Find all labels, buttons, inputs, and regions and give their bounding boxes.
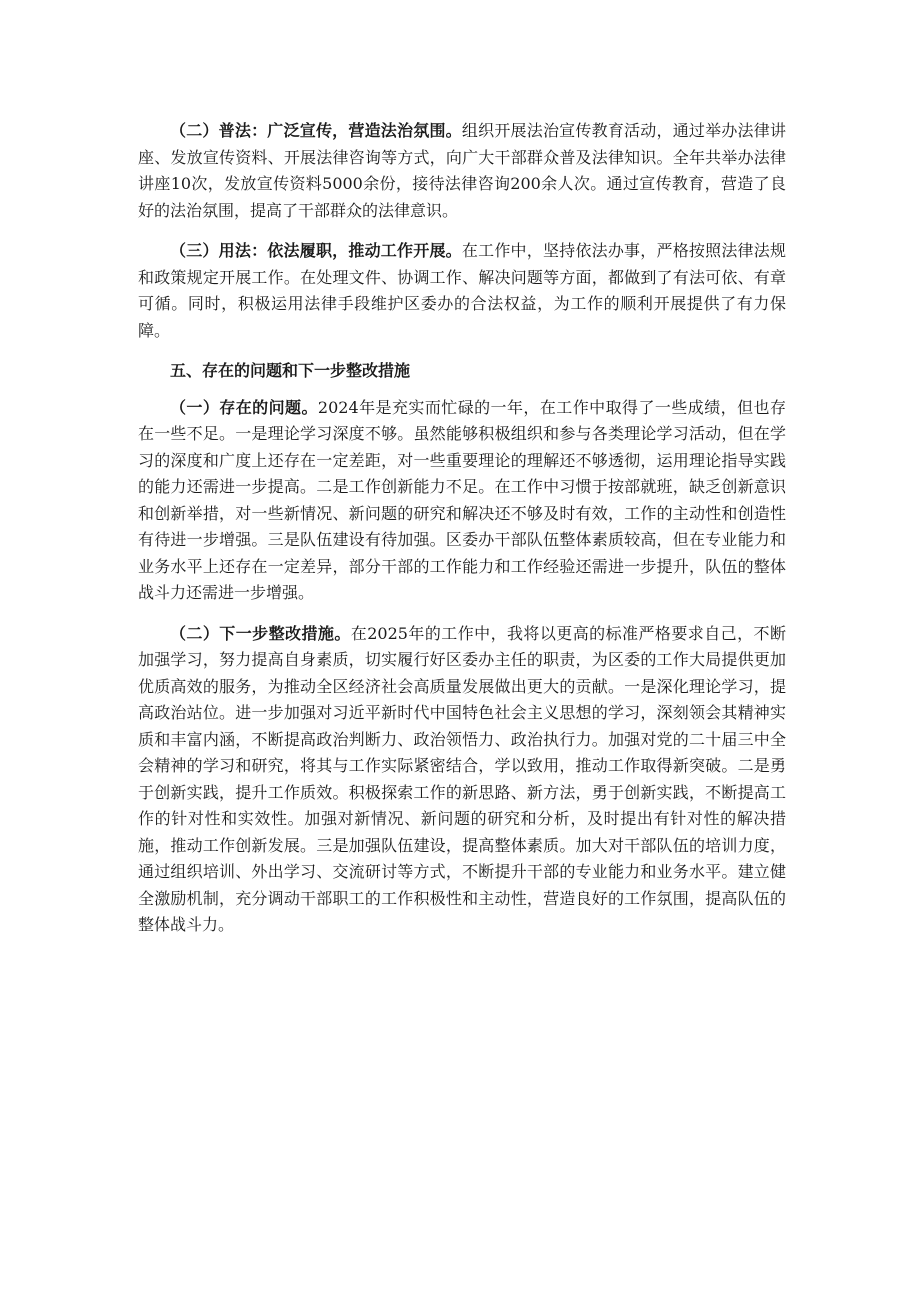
paragraph-apply-law xyxy=(138,238,786,344)
paragraph-lead: （一）存在的问题。 xyxy=(170,397,318,417)
paragraph-text: 在工作中，坚持依法办事，严格按照法律法规和政策规定开展工作。在处理文件、协调工作、解决问题等方面，都做到了有法可依、有章可循。同时，积极运用法律手段维护区委办的合法权益，为工作的顺利开展提供了有力保障。 xyxy=(138,241,786,340)
paragraph-text: 组织开展法治宣传教育活动，通过举办法律讲座、发放宣传资料、开展法律咨询等方式，向广大干部群众普及法律知识。全年共举办法律讲座10次，发放宣传资料5000余份，接待法律咨询200余人次。通过宣传教育，营造了良好的法治氛围，提高了干部群众的法律意识。 xyxy=(138,121,786,220)
document-body xyxy=(138,118,786,953)
paragraph-lead: （二）下一步整改措施。 xyxy=(170,623,351,643)
paragraph-lead: （二）普法：广泛宣传，营造法治氛围。 xyxy=(170,121,462,140)
paragraph-lead: （三）用法：依法履职，推动工作开展。 xyxy=(170,241,462,260)
paragraph-text: 在2025年的工作中，我将以更高的标准严格要求自己，不断加强学习，努力提高自身素质，切实履行好区委办主任的职责，为区委的工作大局提供更加优质高效的服务，为推动全区经济社会高质量发展做出更大的贡献。一是深化理论学习，提高政治站位。进一步加强对习近平新时代中国特色社会主义思想的学习，深刻领会其精神实质和丰富内涵，不断提高政治判断力、政治领悟力、政治执行力。加强对党的二十届三中全会精神的学习和研究，将其与工作实际紧密结合，学以致用，推动工作取得新突破。二是勇于创新实践，提升工作质效。积极探索工作的新思路、新方法，勇于创新实践，不断提高工作的针对性和实效性。加强对新情况、新问题的研究和分析，及时提出有针对性的解决措施，推动工作创新发展。三是加强队伍建设，提高整体素质。加大对干部队伍的培训力度，通过组织培训、外出学习、交流研讨等方式，不断提升干部的专业能力和业务水平。建立健全激励机制，充分调动干部职工的工作积极性和主动性，营造良好的工作氛围，提高队伍的整体战斗力。 xyxy=(138,623,786,934)
paragraph-next-steps xyxy=(138,621,786,939)
paragraph-popularize-law xyxy=(138,118,786,224)
paragraph-existing-problems xyxy=(138,395,786,607)
section-heading: 五、存在的问题和下一步整改措施 xyxy=(170,361,411,380)
paragraph-text: 2024年是充实而忙碌的一年，在工作中取得了一些成绩，但也存在一些不足。一是理论学习深度不够。虽然能够积极组织和参与各类理论学习活动，但在学习的深度和广度上还存在一定差距，对一些重要理论的理解还不够透彻，运用理论指导实践的能力还需进一步提高。二是工作创新能力不足。在工作中习惯于按部就班，缺乏创新意识和创新举措，对一些新情况、新问题的研究和解决还不够及时有效，工作的主动性和创造性有待进一步增强。三是队伍建设有待加强。区委办干部队伍整体素质较高，但在专业能力和业务水平上还存在一定差异，部分干部的工作能力和工作经验还需进一步提升，队伍的整体战斗力还需进一步增强。 xyxy=(138,397,786,602)
